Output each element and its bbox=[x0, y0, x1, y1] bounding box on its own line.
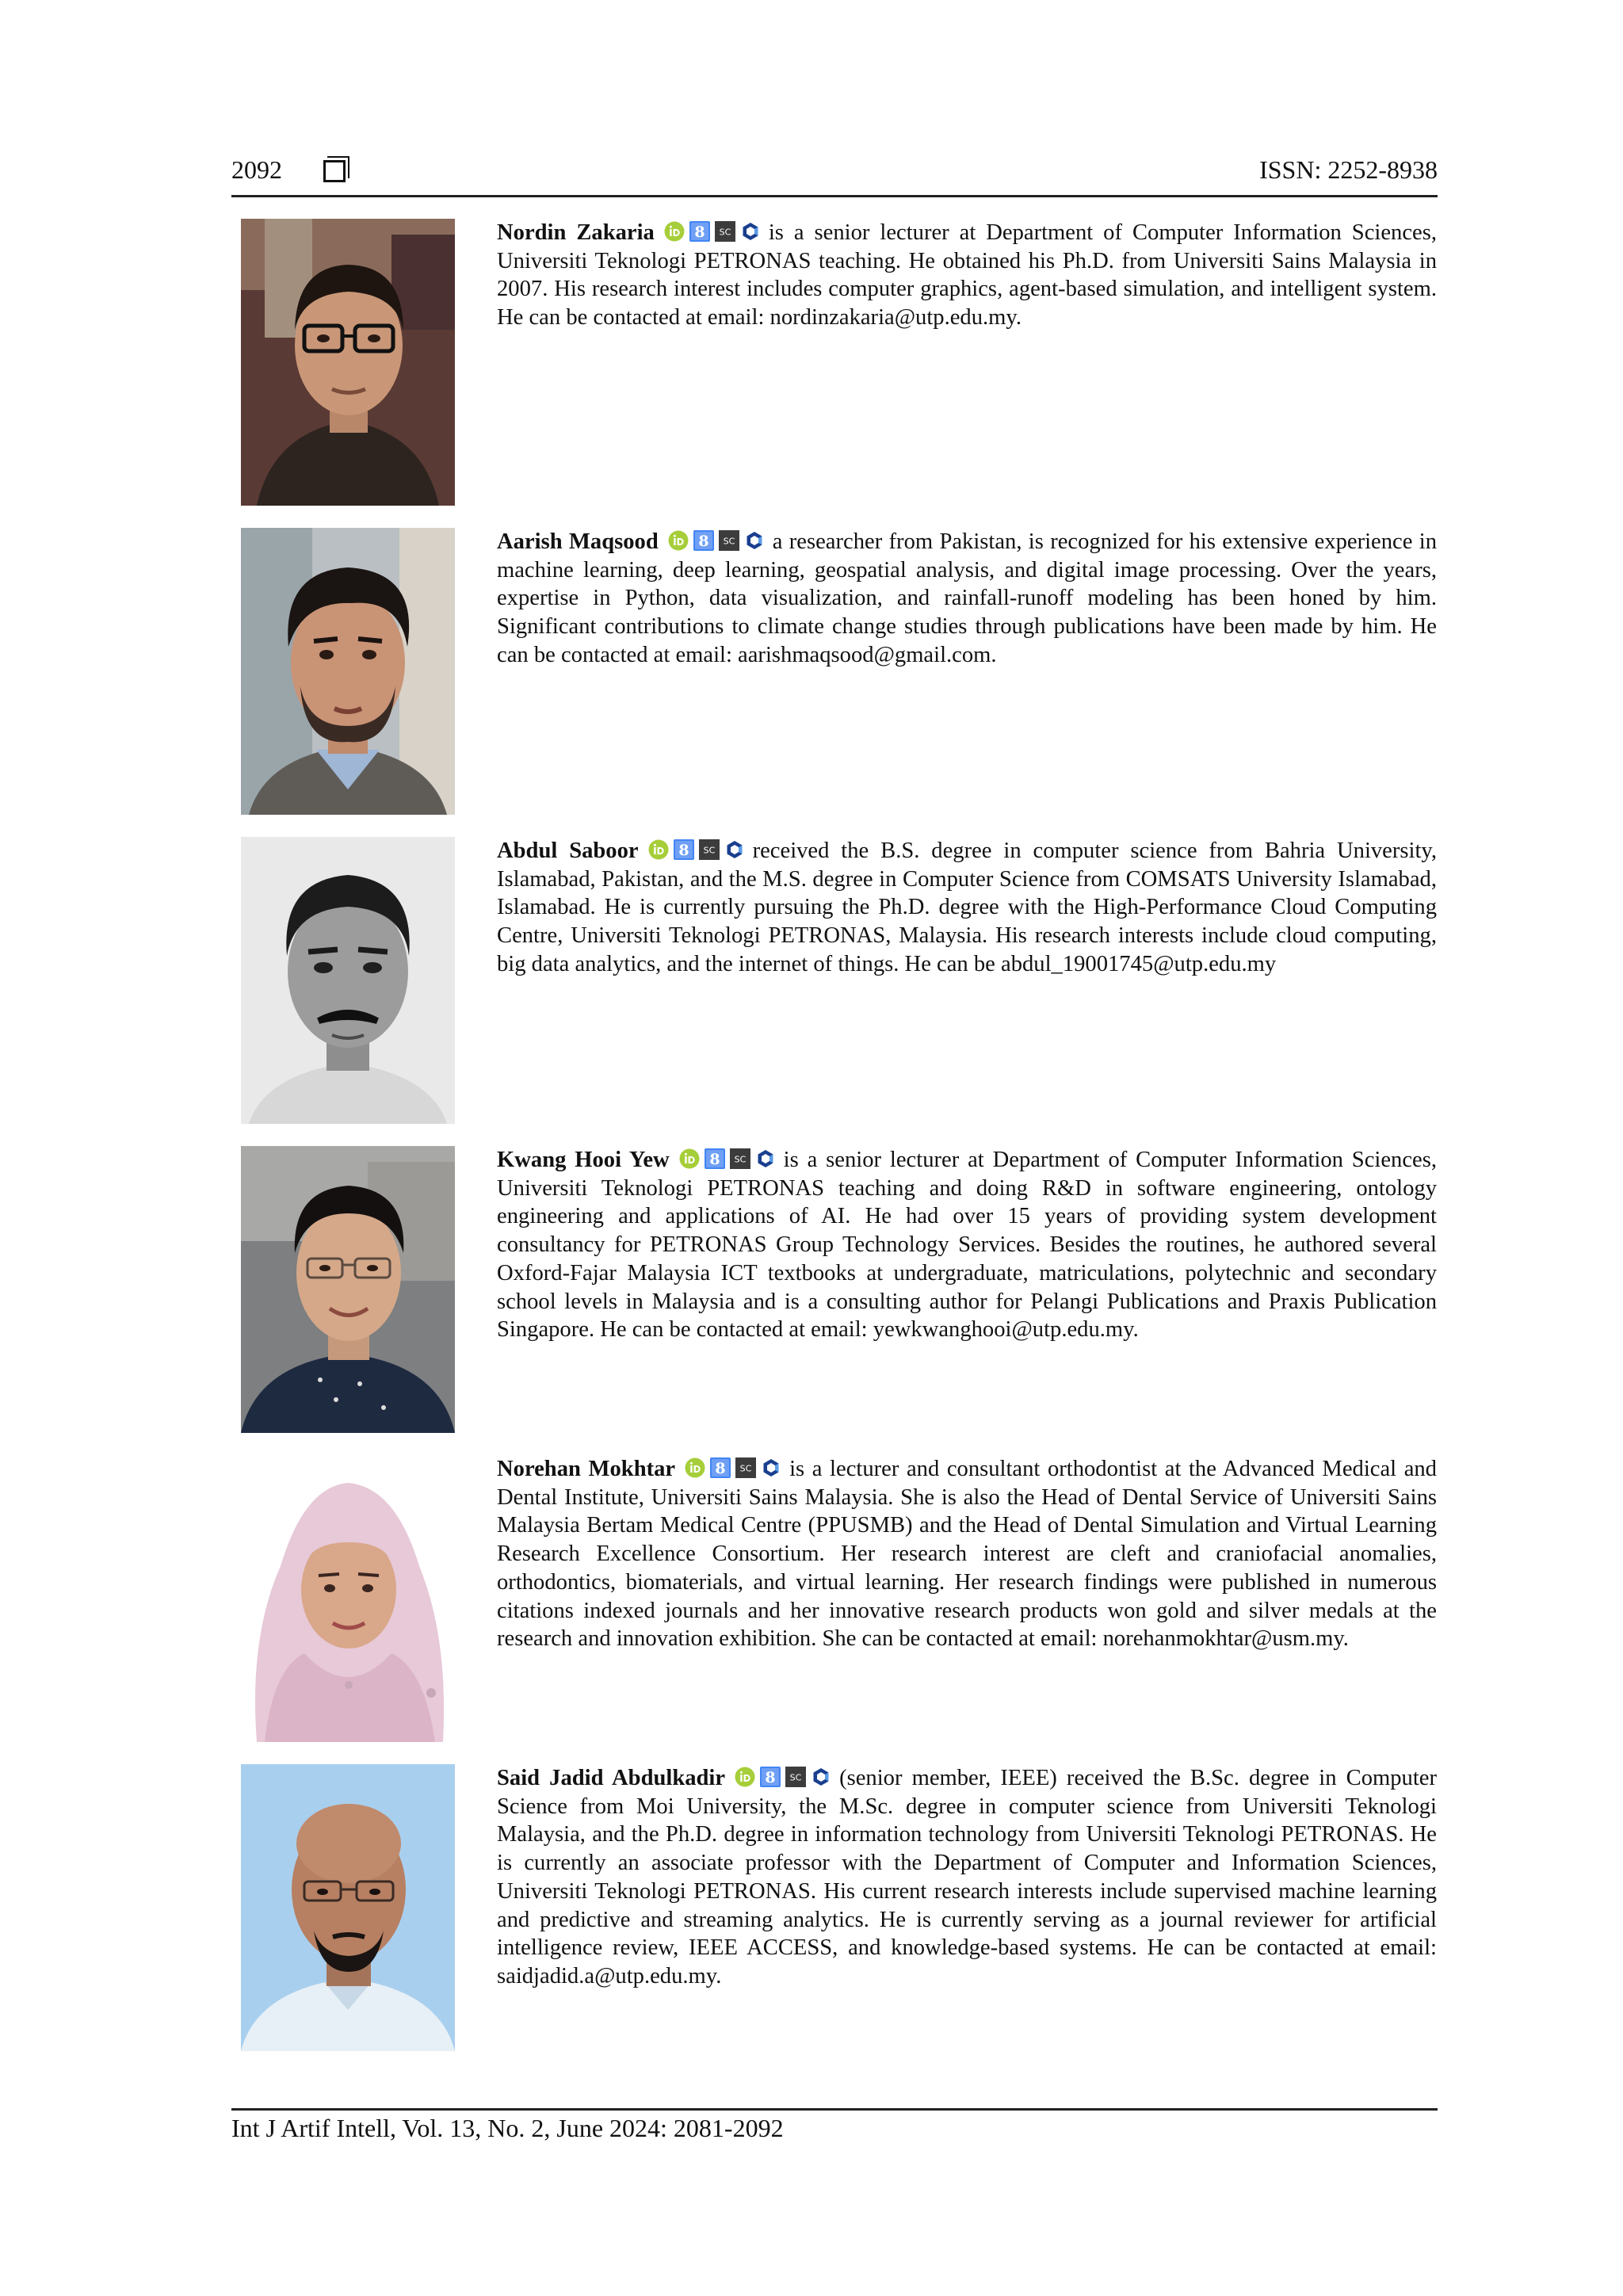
orcid-icon[interactable] bbox=[679, 1148, 700, 1169]
page-number: 2092 bbox=[231, 155, 282, 184]
author-photo bbox=[241, 528, 455, 815]
author-description: is a lecturer and consultant orthodontist at the Advanced Medical and Dental Institute, Universiti Sains Malaysia. She is also the Head of Dental Service of Universiti Sains Malaysia Bertam Medical Centre (PPUSMB) and the Head of Dental Simulation and Virtual Learning Research Excellence Consortium. Her research interest are cleft and craniofacial anomalies, orthodontics, biomaterials, and virtual learning. Her research findings were published in numerous citations indexed journals and her innovative research products won gold and silver medals at the research and innovation exhibition. She can be contacted at email: norehanmokhtar@usm.my. bbox=[497, 1457, 1437, 1652]
author-entry bbox=[241, 1146, 1438, 1433]
orcid-icon[interactable] bbox=[664, 221, 685, 242]
publons-icon[interactable] bbox=[744, 530, 765, 551]
scopus-icon[interactable] bbox=[785, 1767, 806, 1787]
author-entry bbox=[241, 1455, 1438, 1742]
author-entry bbox=[241, 528, 1438, 815]
orcid-icon[interactable] bbox=[685, 1457, 705, 1478]
issn: ISSN: 2252-8938 bbox=[1259, 155, 1438, 184]
scopus-icon[interactable] bbox=[735, 1457, 756, 1478]
author-photo bbox=[241, 1764, 455, 2051]
author-photo bbox=[241, 1455, 455, 1742]
publons-icon[interactable] bbox=[724, 839, 745, 860]
journal-citation: Int J Artif Intell, Vol. 13, No. 2, June 2024: 2081-2092 bbox=[231, 2114, 784, 2142]
google-scholar-icon[interactable] bbox=[710, 1457, 731, 1478]
author-name: Aarish Maqsood bbox=[497, 529, 659, 554]
author-name: Nordin Zakaria bbox=[497, 220, 655, 245]
author-bio bbox=[497, 1455, 1437, 1653]
author-description: (senior member, IEEE) received the B.Sc. degree in Computer Science from Moi University, the M.Sc. degree in computer science from Universiti Teknologi Malaysia, and the Ph.D. degree in information technology from Universiti Teknologi PETRONAS. He is currently an associate professor with the Department of Computer and Information Sciences, Universiti Teknologi PETRONAS. His current research interests include supervised machine learning and predictive and streaming analytics. He is currently serving as a journal reviewer for artificial intelligence review, IEEE ACCESS, and knowledge-based systems. He can be contacted at email: saidjadid.a@utp.edu.my. bbox=[497, 1766, 1437, 1988]
author-name: Kwang Hooi Yew bbox=[497, 1148, 670, 1172]
author-name: Abdul Saboor bbox=[497, 839, 639, 863]
page-footer bbox=[231, 2108, 1438, 2142]
square-icon bbox=[323, 160, 346, 182]
author-description: is a senior lecturer at Department of Computer Information Sciences, Universiti Teknologi PETRONAS teaching. He obtained his Ph.D. from Universiti Sains Malaysia in 2007. His research interest includes computer graphics, agent-based simulation, and intelligent system. He can be contacted at email: nordinzakaria@utp.edu.my. bbox=[497, 220, 1437, 330]
scopus-icon[interactable] bbox=[715, 221, 735, 242]
orcid-icon[interactable] bbox=[735, 1767, 755, 1787]
author-bio bbox=[497, 837, 1437, 979]
google-scholar-icon[interactable] bbox=[693, 530, 714, 551]
author-name: Norehan Mokhtar bbox=[497, 1457, 676, 1481]
author-photo bbox=[241, 837, 455, 1124]
author-description: received the B.S. degree in computer science from Bahria University, Islamabad, Pakistan, and the M.S. degree in Computer Science from COMSATS University Islamabad, Islamabad. He is currently pursuing the Ph.D. degree with the High-Performance Cloud Computing Centre, Universiti Teknologi PETRONAS, Malaysia. His research interests include cloud computing, big data analytics, and the internet of things. He can be abdul_19001745@utp.edu.my bbox=[497, 839, 1438, 976]
author-bio bbox=[497, 1146, 1437, 1344]
google-scholar-icon[interactable] bbox=[760, 1767, 781, 1787]
author-bio bbox=[497, 1764, 1437, 1991]
scopus-icon[interactable] bbox=[699, 839, 720, 860]
author-entry bbox=[241, 837, 1438, 1124]
author-entry bbox=[241, 219, 1438, 506]
author-photo bbox=[241, 1146, 455, 1433]
publons-icon[interactable] bbox=[761, 1457, 781, 1478]
google-scholar-icon[interactable] bbox=[674, 839, 694, 860]
author-entry bbox=[241, 1764, 1438, 2051]
orcid-icon[interactable] bbox=[668, 530, 689, 551]
scopus-icon[interactable] bbox=[730, 1148, 750, 1169]
publons-icon[interactable] bbox=[755, 1148, 776, 1169]
author-photo bbox=[241, 219, 455, 506]
scopus-icon[interactable] bbox=[719, 530, 739, 551]
google-scholar-icon[interactable] bbox=[689, 221, 710, 242]
author-description: a researcher from Pakistan, is recognized for his extensive experience in machine learning, deep learning, geospatial analysis, and digital image processing. Over the years, expertise in Python, data visualization, and rainfall-runoff modeling has been honed by him. Significant contributions to climate change studies through publications have been made by him. He can be contacted at email: aarishmaqsood@gmail.com. bbox=[497, 529, 1437, 667]
author-description: is a senior lecturer at Department of Computer Information Sciences, Universiti Teknologi PETRONAS teaching and doing R&D in software engineering, ontology engineering and applications of AI. He had over 15 years of providing system development consultancy for PETRONAS Group Technology Services. Besides the routines, he authored several Oxford-Fajar Malaysia ICT textbooks at undergraduate, matriculations, polytechnic and secondary school levels in Malaysia and is a consulting author for Pelangi Publications and Praxis Publication Singapore. He can be contacted at email: yewkwanghooi@utp.edu.my. bbox=[497, 1148, 1437, 1343]
author-bio bbox=[497, 528, 1437, 670]
page-header bbox=[231, 155, 1438, 197]
orcid-icon[interactable] bbox=[648, 839, 669, 860]
google-scholar-icon[interactable] bbox=[705, 1148, 725, 1169]
author-bio bbox=[497, 219, 1437, 332]
publons-icon[interactable] bbox=[740, 221, 761, 242]
publons-icon[interactable] bbox=[811, 1767, 831, 1787]
author-name: Said Jadid Abdulkadir bbox=[497, 1766, 726, 1790]
